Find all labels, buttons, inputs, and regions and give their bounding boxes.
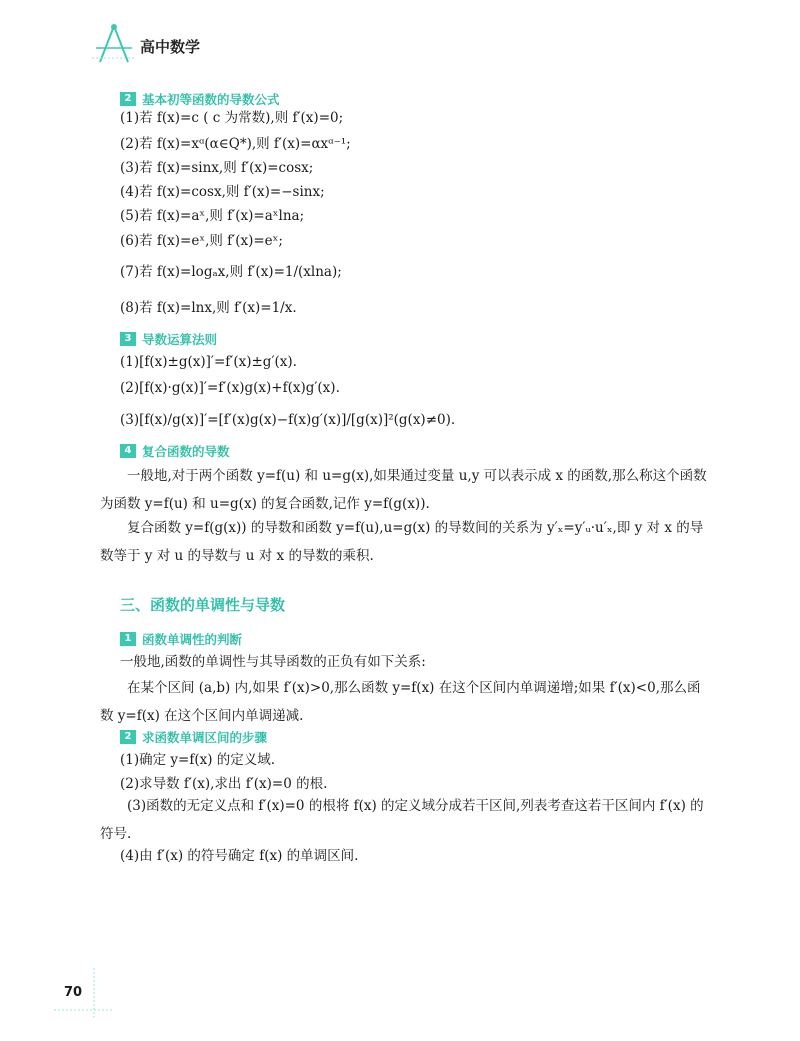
section-heading-monotonicity (120, 630, 242, 648)
section-heading-derivative-formulas (120, 90, 280, 108)
step-line: (3)函数的无定义点和 f′(x)=0 的根将 f(x) 的定义域分成若干区间,列表考查这若干区间内 f′(x) 的符号. (100, 798, 704, 842)
formula-line: (7)若 f(x)=logₐx,则 f′(x)=1/(xlna); (120, 264, 342, 280)
page-number: 70 (64, 985, 83, 1000)
paragraph: 在某个区间 (a,b) 内,如果 f′(x)>0,那么函数 y=f(x) 在这个区间内单调递增;如果 f′(x)<0,那么函数 y=f(x) 在这个区间内单调递减. (100, 680, 701, 724)
formula-line: (3)若 f(x)=sinx,则 f′(x)=cosx; (120, 160, 314, 176)
formula-line: (5)若 f(x)=aˣ,则 f′(x)=aˣlna; (120, 208, 305, 224)
chapter-heading: 三、函数的单调性与导数 (120, 596, 286, 614)
section-heading-composite (120, 442, 230, 460)
section-heading-derivative-rules (120, 330, 217, 348)
step-line: (4)由 f′(x) 的符号确定 f(x) 的单调区间. (120, 848, 359, 864)
section-badge: 2 (120, 92, 136, 106)
formula-line: (2)若 f(x)=xᵅ(α∈Q*),则 f′(x)=αxᵅ⁻¹; (120, 136, 351, 152)
section-title: 函数单调性的判断 (142, 632, 243, 647)
paragraph: 一般地,对于两个函数 y=f(u) 和 u=g(x),如果通过变量 u,y 可以表示成 x 的函数,那么称这个函数为函数 y=f(u) 和 u=g(x) 的复合函数,记作 y=f(g(x)). (100, 468, 707, 512)
axes-decoration-icon (54, 962, 114, 1022)
formula-line: (1)若 f(x)=c ( c 为常数),则 f′(x)=0; (120, 110, 344, 126)
section-badge: 2 (120, 730, 136, 744)
section-badge: 3 (120, 332, 136, 346)
section-title: 复合函数的导数 (142, 444, 230, 459)
section-heading-steps (120, 728, 267, 746)
section-title: 求函数单调区间的步骤 (142, 730, 268, 745)
section-badge: 4 (120, 444, 136, 458)
formula-line: (4)若 f(x)=cosx,则 f′(x)=−sinx; (120, 184, 325, 200)
book-title: 高中数学 (140, 38, 201, 56)
paragraph: 一般地,函数的单调性与其导函数的正负有如下关系: (120, 654, 426, 670)
paragraph: 复合函数 y=f(g(x)) 的导数和函数 y=f(u),u=g(x) 的导数间的关系为 y′ₓ=y′ᵤ·u′ₓ,即 y 对 x 的导数等于 y 对 u 的导数与 u 对 x 的导数的乘积. (100, 520, 704, 564)
step-line: (1)确定 y=f(x) 的定义域. (120, 752, 276, 768)
formula-line: (8)若 f(x)=lnx,则 f′(x)=1/x. (120, 300, 297, 316)
step-line: (2)求导数 f′(x),求出 f′(x)=0 的根. (120, 776, 328, 792)
compass-logo-icon (92, 22, 134, 66)
rule-line: (3)[f(x)/g(x)]′=[f′(x)g(x)−f(x)g′(x)]/[g(x)]²(g(x)≠0). (120, 412, 456, 428)
formula-line: (6)若 f(x)=eˣ,则 f′(x)=eˣ; (120, 233, 283, 249)
rule-line: (2)[f(x)·g(x)]′=f′(x)g(x)+f(x)g′(x). (120, 380, 340, 396)
section-title: 基本初等函数的导数公式 (142, 92, 280, 107)
section-title: 导数运算法则 (142, 332, 218, 347)
section-badge: 1 (120, 632, 136, 646)
rule-line: (1)[f(x)±g(x)]′=f′(x)±g′(x). (120, 354, 297, 370)
